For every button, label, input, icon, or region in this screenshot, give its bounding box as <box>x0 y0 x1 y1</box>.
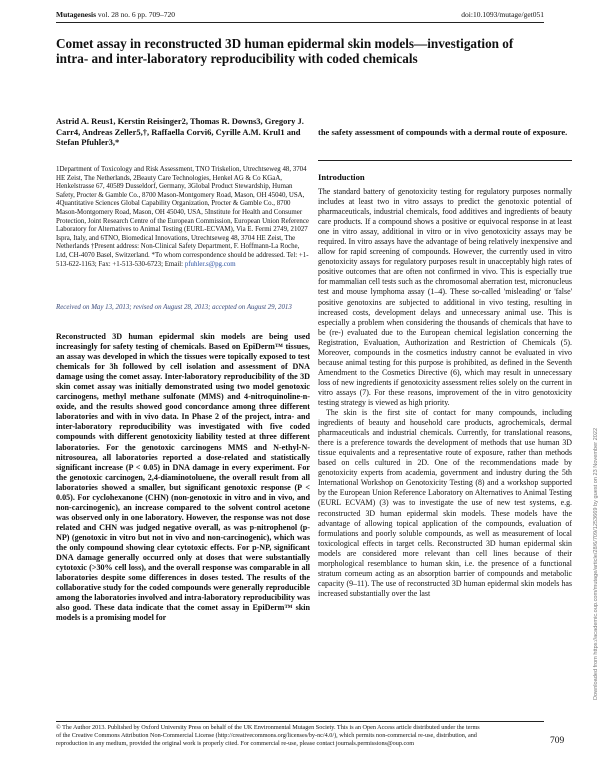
citation: vol. 28 no. 6 pp. 709–720 <box>97 10 175 19</box>
footer-rule <box>56 721 544 722</box>
header-rule <box>56 22 544 23</box>
abstract-rule <box>318 160 572 161</box>
doi[interactable]: doi:10.1093/mutage/get051 <box>461 10 544 19</box>
download-watermark <box>592 60 600 700</box>
affiliations <box>56 166 310 269</box>
affiliation-text: 1Department of Toxicology and Risk Assessment, TNO Triskelion, Utrechtseweg 48, 3704 HE Zeist, The Netherlands, 2Beauty Care Technologies, Henkel AG & Co KGaA, Henkelstrasse 67, 40589 Dusseldorf, Germany, 3Global Product Stewardship, Human Safety, Procter & Gamble Co., 8700 Mason-Montgomery Road, Mason, OH 45040, USA, 4Quantitative Sciences Global Capability Organization, Procter & Gamble Co., 8700 Mason-Montgomery Road, Mason, OH 45040, USA, 5Institute for Health and Consumer Protection, Joint Research Centre of the European Commission, European Union Reference Laboratory for Alternatives to Animal Testing (EURL-ECVAM), Via E. Fermi 2749, 21027 Ispra, Italy, and 6TNO, Biomedical Innovations, Utrechtseweg 48, 3704 HE Zeist, The Netherlands †Present address: Non-Clinical Safety Department, F. Hoffmann-La Roche, Ltd, CH-4070 Basel, Switzerland. <box>56 166 309 259</box>
abstract-continued: the safety assessment of compounds with a dermal route of exposure. <box>318 127 568 137</box>
intro-paragraph-1: The standard battery of genotoxicity testing for regulatory purposes normally includes at least two in vitro assays to predict the genotoxic potential of pharmaceuticals, industrial chemicals, food additives and ingredients of beauty care products. If a compound shows a positive or equivocal response in at least one in vitro assay, additional in vitro or in vivo genotoxicity assays may be required. In vitro assays have the advantage of being relatively inexpensive and allow for rapid screening of compounds. However, the currently used in vitro genotoxicity assays for regulatory purposes result in unacceptably high rates of positive outcomes that are often not confirmed in vivo. This is especially true for mammalian cell tests such as the chromosomal aberration test, micronucleus test and mouse lymphoma assay (1–4). These so-called 'misleading' or 'false' positive genotoxins are subjected to additional in vivo testing, resulting in increased costs, development delays and unnecessary animal use. This is especially a problem when considering the thousands of chemicals that have to be (re-) evaluated due to the European chemical legislation concerning the Registration, Evaluation, Authorization and Restriction of Chemicals (5). Moreover, compounds in the cosmetics industry cannot be evaluated in vivo because animal testing for this purpose is prohibited, as defined in the Seventh Amendment to the Cosmetics Directive (6), which may result in unnecessary loss of new ingredients if genotoxicity assessment relies solely on the current in vitro assays (7). For these reasons, improvement of the in vitro genotoxicity testing strategy is viewed as high priority. <box>318 187 572 407</box>
abstract: Reconstructed 3D human epidermal skin models are being used increasingly for safety testing of chemicals. Based on EpiDerm™ tissues, an assay was developed in which the tissues were topically exposed to test chemicals for 3h followed by cell isolation and assessment of DNA damage using the comet assay. Inter-laboratory reproducibility of the 3D skin comet assay was initially demonstrated using two model genotoxic carcinogens, methyl methane sulfonate (MMS) and 4-nitroquinoline-n-oxide, and the results showed good concordance among three different laboratories and with in vivo data. In Phase 2 of the project, intra- and inter-laboratory reproducibility was investigated with five coded compounds with different genotoxicity liability tested at three different laboratories. For the genotoxic carcinogens MMS and N-ethyl-N-nitrosourea, all laboratories reported a dose-related and statistically significant increase (P < 0.05) in DNA damage in every experiment. For the genotoxic carcinogen, 2,4-diaminotoluene, the overall result from all laboratories showed a smaller, but significant genotoxic response (P < 0.05). For cyclohexanone (CHN) (non-genotoxic in vitro and in vivo, and non-carcinogenic), an increase compared to the solvent control acetone was observed only in one laboratory. However, the response was not dose related and CHN was judged negative overall, as was p-nitrophenol (p-NP) (genotoxic in vitro but not in vivo and non-carcinogenic), which was the only compound showing clear cytotoxic effects. For p-NP, significant DNA damage generally occurred only at doses that were substantially cytotoxic (>30% cell loss), and the overall response was comparable in all laboratories despite some differences in doses tested. The results of the collaborative study for the coded compounds were generally reproducible among the laboratories involved and intra-laboratory reproducibility was also good. These data indicate that the comet assay in EpiDerm™ skin models is a promising model for <box>56 332 310 623</box>
running-header <box>56 10 544 19</box>
download-watermark-text: Downloaded from https://academic.oup.com/mutage/article/28/6/709/1253669 by guest on 23 November 2022 <box>593 427 599 700</box>
intro-heading: Introduction <box>318 172 365 182</box>
journal-name: Mutagenesis <box>56 10 96 19</box>
page-number: 709 <box>550 736 565 746</box>
received-dates: Received on May 13, 2013; revised on August 28, 2013; accepted on August 29, 2013 <box>56 304 292 311</box>
journal-citation <box>56 10 175 19</box>
introduction-body <box>318 187 572 599</box>
correspondence: *To whom correspondence should be addressed. Tel: +1-513-622-1163; Fax: +1-513-530-6723; Email: <box>56 251 309 268</box>
license-footer: © The Author 2013. Published by Oxford University Press on behalf of the UK Environmental Mutagen Society. This is an Open Access article distributed under the terms of the Creative Commons Attribution Non-Commercial License (http://creativecommons.org/licenses/by-nc/4.0/), which permits non-commercial re-use, distribution, and reproduction in any medium, provided the original work is properly cited. For commercial re-use, please contact journals.permissions@oup.com <box>56 724 480 747</box>
email-link[interactable]: pfuhler.s@pg.com <box>184 260 236 268</box>
intro-paragraph-2: The skin is the first site of contact for many compounds, including ingredients of beauty and household care products, agrochemicals, dermal pharmaceuticals and industrial chemicals. Currently, for translational reasons, there is a preference towards the development of methods that use human 3D tissue equivalents and a representative route of exposure, rather than methods based on cells cultured in 2D. One of the recommendations made by genotoxicity experts from academia, government and industry during the 5th International Workshop on Genotoxicity Testing (8) and a workshop supported by the European Union Reference Laboratory on Alternatives to Animal Testing (EURL ECVAM) (3) was to investigate the use of new test systems, e.g. reconstructed 3D human epidermal skin models. These models have the advantage of allowing topical application of the compounds, evaluation of formulations and poorly soluble compounds, as well as measurement of local toxicological effects in target cells. Reconstructed 3D human epidermal skin models are considered more relevant than cell lines because of their morphological resemblance to human skin, i.e. the presence of a functional stratum corneum acting as an absorption barrier of compounds and metabolic capacity (9–11). The use of reconstructed 3D human epidermal skin models has increased substantially over the last <box>318 408 572 598</box>
author-list: Astrid A. Reus1, Kerstin Reisinger2, Thomas R. Downs3, Gregory J. Carr4, Andreas Zeller5,†, Raffaella Corvi6, Cyrille A.M. Krul1 and Stefan Pfuhler3,* <box>56 116 304 147</box>
article-title: Comet assay in reconstructed 3D human epidermal skin models—investigation of intra- and inter-laboratory reproducibility with coded chemicals <box>56 36 514 66</box>
